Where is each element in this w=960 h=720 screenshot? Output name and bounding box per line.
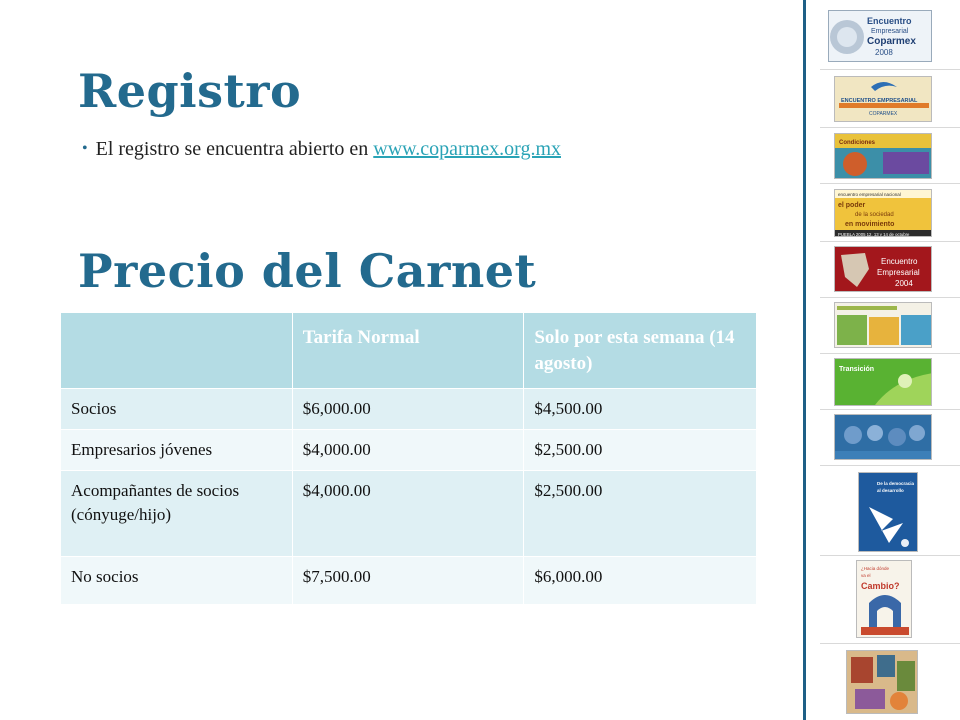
table-row <box>61 430 757 471</box>
mural-thumbnail <box>846 650 918 714</box>
banner-line: COPARMEX <box>869 111 898 117</box>
row-price-normal: $6,000.00 <box>292 389 524 430</box>
row-price-semana: $6,000.00 <box>524 557 757 605</box>
competitividad-icon <box>835 303 932 348</box>
cambio-poster-icon <box>857 561 912 638</box>
banner-line: el poder <box>838 202 866 209</box>
competitividad-thumbnail <box>834 302 932 348</box>
logo-line: Encuentro <box>867 16 912 26</box>
poster-line: ¿Hacia dónde <box>861 566 890 571</box>
condiciones-banner-icon <box>835 134 932 179</box>
price-table <box>60 312 757 605</box>
encuentro-empresarial-thumbnail <box>834 76 932 122</box>
banner-line: Empresarial <box>877 268 920 277</box>
banner-line: Condiciones <box>839 140 876 146</box>
thumbnail-row <box>820 410 960 466</box>
encuentro-banner-icon <box>835 77 932 122</box>
thumbnail-row <box>820 184 960 242</box>
registro-bullet <box>82 138 561 161</box>
thumbnail-row <box>820 128 960 184</box>
row-label: Empresarios jóvenes <box>61 430 293 471</box>
democracia-poster-icon <box>859 473 918 552</box>
thumbnail-row <box>820 556 960 644</box>
cambio-thumbnail <box>856 560 912 638</box>
logo-line: Empresarial <box>871 28 909 35</box>
row-price-normal: $4,000.00 <box>292 430 524 471</box>
row-price-normal: $7,500.00 <box>292 557 524 605</box>
table-header-row <box>61 313 757 389</box>
row-price-semana: $4,500.00 <box>524 389 757 430</box>
row-label: Acompañantes de socios (cónyuge/hijo) <box>61 471 293 557</box>
encuentro-2008-logo-icon <box>829 11 932 62</box>
logo-line: 2008 <box>875 48 893 57</box>
vertical-divider <box>803 0 806 720</box>
children-thumbnail <box>834 414 932 460</box>
row-label: Socios <box>61 389 293 430</box>
children-banner-icon <box>835 415 932 460</box>
banner-line: ENCUENTRO EMPRESARIAL <box>841 98 918 104</box>
banner-line: en movimiento <box>845 221 895 228</box>
poder-sociedad-thumbnail <box>834 189 932 237</box>
democracia-thumbnail <box>858 472 918 552</box>
row-price-semana: $2,500.00 <box>524 430 757 471</box>
poder-banner-icon <box>835 190 932 237</box>
poster-line: Cambio? <box>861 581 900 591</box>
logo-line: Coparmex <box>867 36 916 47</box>
registro-bullet-text: El registro se encuentra abierto en <box>95 138 374 160</box>
thumbnail-row <box>820 298 960 354</box>
encuentro-2004-thumbnail <box>834 246 932 292</box>
banner-line: Encuentro <box>881 257 918 266</box>
thumbnail-row <box>820 354 960 410</box>
thumbnail-row <box>820 70 960 128</box>
header-cell-tarifa-normal: Tarifa Normal <box>292 313 524 389</box>
encuentro-2008-thumbnail <box>828 10 932 62</box>
banner-line: 2004 <box>895 279 913 288</box>
row-price-semana: $2,500.00 <box>524 471 757 557</box>
poster-line: va el <box>861 573 871 578</box>
banner-line: de la sociedad <box>855 212 894 218</box>
transicion-icon <box>835 359 932 406</box>
header-cell-semana: Solo por esta semana (14 agosto) <box>524 313 757 389</box>
mural-icon <box>847 651 918 714</box>
poster-line: De la democracia <box>877 481 915 486</box>
transicion-thumbnail <box>834 358 932 406</box>
thumbnail-row <box>820 466 960 556</box>
thumbnail-row <box>820 242 960 298</box>
encuentro-2004-icon <box>835 247 932 292</box>
registro-title: Registro <box>78 64 302 118</box>
row-label: No socios <box>61 557 293 605</box>
table-row <box>61 389 757 430</box>
banner-line: encuentro empresarial nacional <box>838 192 901 197</box>
thumbnail-row <box>820 0 960 70</box>
banner-line: Transición <box>839 366 875 373</box>
poster-line: al desarrollo <box>877 488 904 493</box>
thumbnail-row <box>820 644 960 720</box>
header-cell-empty <box>61 313 293 389</box>
banner-line: PUEBLA 2005 12, 13 y 14 de octubre <box>838 232 910 237</box>
table-row <box>61 471 757 557</box>
table-row <box>61 557 757 605</box>
row-price-normal: $4,000.00 <box>292 471 524 557</box>
coparmex-link[interactable]: www.coparmex.org.mx <box>373 138 561 160</box>
bullet-icon: • <box>82 140 88 157</box>
condiciones-thumbnail <box>834 133 932 179</box>
precio-title: Precio del Carnet <box>78 244 537 298</box>
thumbnail-sidebar <box>820 0 960 720</box>
